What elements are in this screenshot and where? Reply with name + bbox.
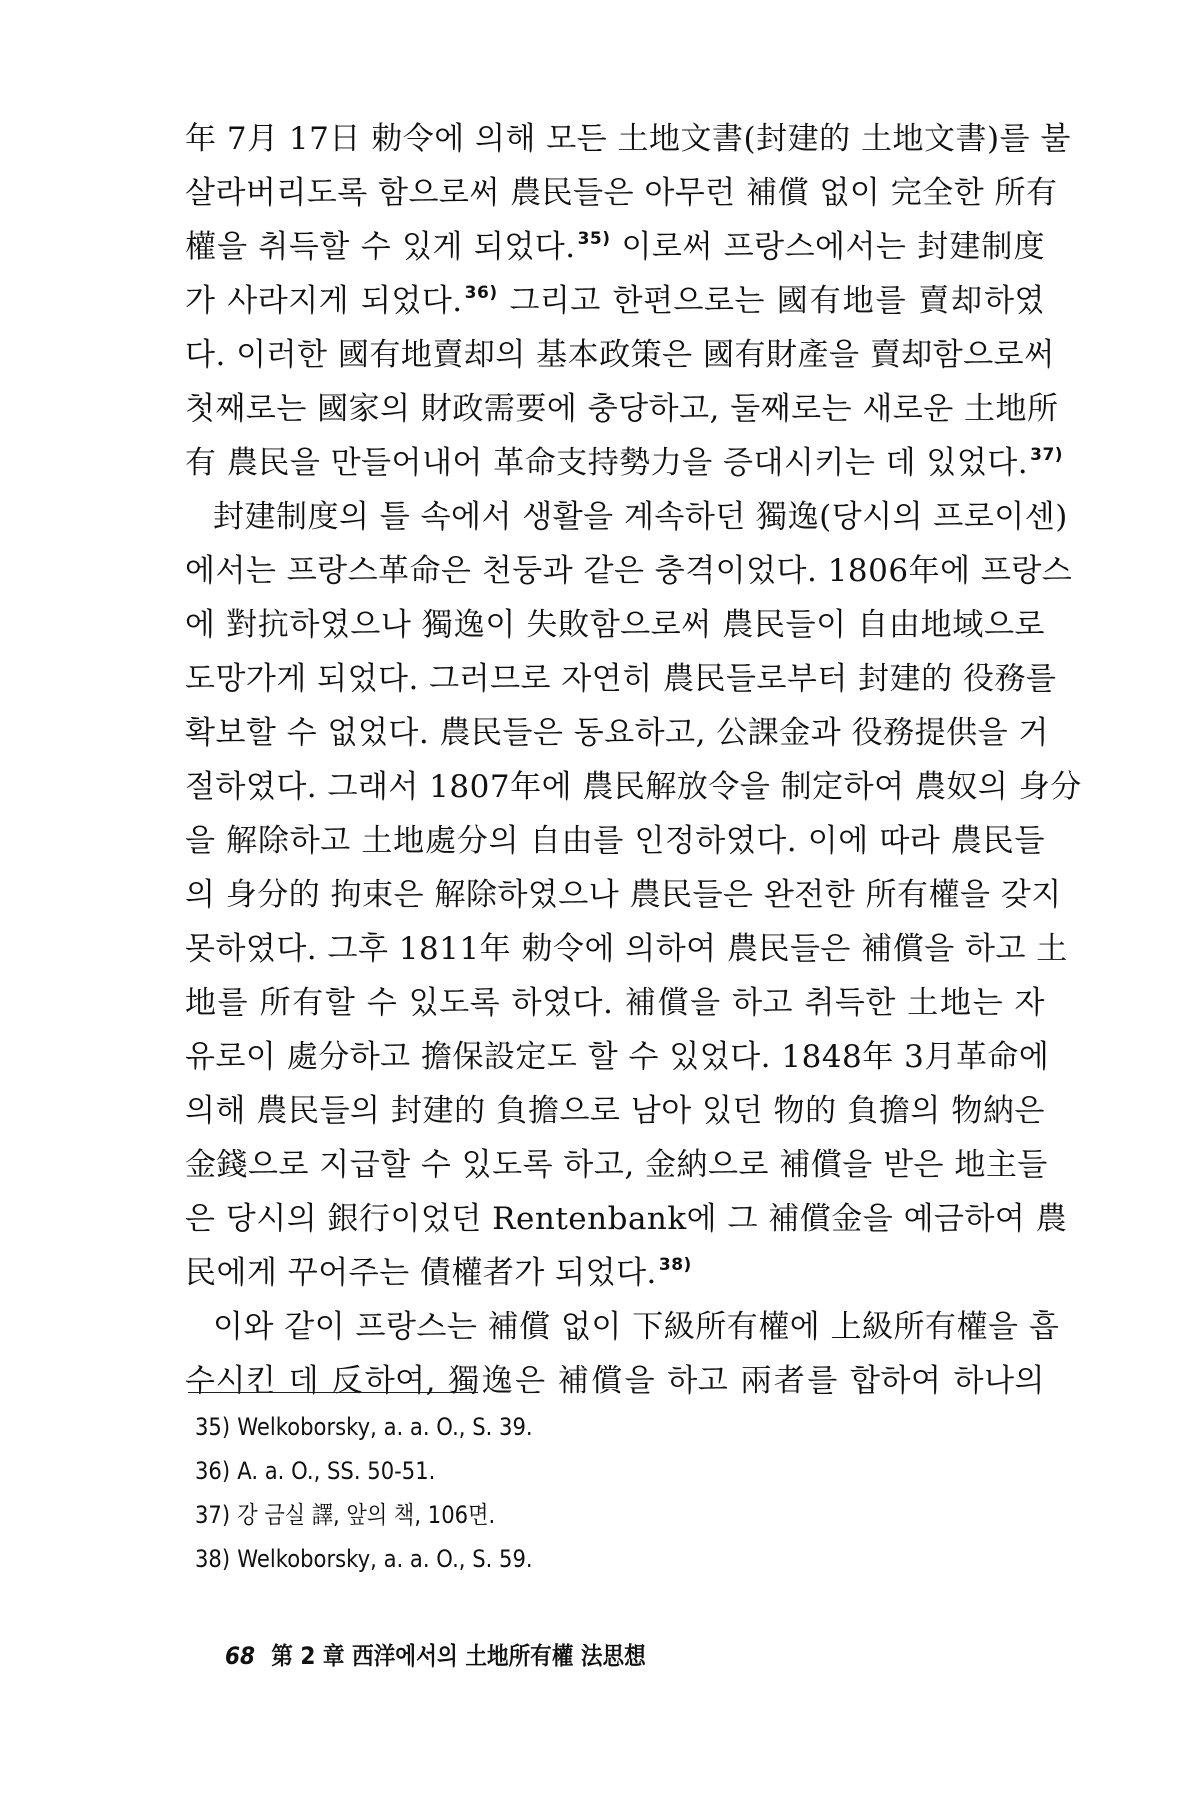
paragraph — [185, 490, 1082, 1300]
footnote-number: 35) — [195, 1413, 231, 1441]
text-line: 도망가게 되었다. 그러므로 자연히 農民들로부터 封建的 役務를 — [185, 661, 1057, 697]
footnote-text: A. a. O., SS. 50-51. — [237, 1457, 436, 1485]
footnote-item — [195, 1537, 811, 1581]
text-line: 다. 이러한 國有地賣却의 基本政策은 國有財產을 賣却함으로써 — [185, 337, 1055, 373]
footnote-ref: 37) — [1030, 445, 1064, 465]
body-text — [185, 112, 1082, 1408]
text-line: 을 解除하고 土地處分의 自由를 인정하였다. 이에 따라 農民들 — [185, 823, 1045, 859]
footnotes — [195, 1405, 895, 1581]
text-line: 有 農民을 만들어내어 革命支持勢力을 증대시키는 데 있었다. $^{37)}$ — [185, 445, 1064, 481]
text-line: 이와 같이 프랑스는 補償 없이 下級所有權에 上級所有權을 흡 — [213, 1309, 1060, 1345]
text-line: 金錢으로 지급할 수 있도록 하고, 金納으로 補償을 받은 地主들 — [185, 1147, 1048, 1183]
text-line: 의 身分的 拘束은 解除하였으나 農民들은 완전한 所有權을 갖지 — [185, 877, 1062, 913]
text-line: 權을 취득할 수 있게 되었다. $^{35)}$ 이로써 프랑스에서는 封建制度 — [185, 229, 1045, 265]
chapter-title: 第 2 章 西洋에서의 土地所有權 法思想 — [271, 1642, 646, 1670]
footnote-text: 강 금실 譯, 앞의 책, 106면. — [237, 1501, 496, 1529]
footnote-text: Welkoborsky, a. a. O., S. 59. — [237, 1545, 533, 1573]
footnote-ref: 36) — [464, 283, 498, 303]
text-line: 에서는 프랑스革命은 천둥과 같은 충격이었다. 1806年에 프랑스 — [185, 553, 1073, 589]
text-line: 첫째로는 國家의 財政需要에 충당하고, 둘째로는 새로운 土地所 — [185, 391, 1059, 427]
text-line: 年 7月 17日 勅令에 의해 모든 土地文書(封建的 土地文書)를 불 — [185, 121, 1071, 157]
footnote-ref: 35) — [577, 229, 611, 249]
footnote-item — [195, 1405, 811, 1449]
text-line: 확보할 수 없었다. 農民들은 동요하고, 公課金과 役務提供을 거 — [185, 715, 1049, 751]
footnote-divider — [188, 1392, 478, 1393]
footnote-number: 38) — [195, 1545, 231, 1573]
running-footer — [225, 1636, 646, 1671]
text-line: 은 당시의 銀行이었던 Rentenbank에 그 補償金을 예금하여 農 — [185, 1201, 1068, 1237]
text-line: 에 對抗하였으나 獨逸이 失敗함으로써 農民들이 自由地域으로 — [185, 607, 1045, 643]
text-line: 절하였다. 그래서 1807年에 農民解放令을 制定하여 農奴의 身分 — [185, 769, 1082, 805]
page-number: 68 — [225, 1642, 256, 1670]
text-line: 의해 農民들의 封建的 負擔으로 남아 있던 物的 負擔의 物納은 — [185, 1093, 1045, 1129]
footnote-item — [195, 1449, 811, 1493]
text-line: 수시킨 데 反하여, 獨逸은 補償을 하고 兩者를 합하여 하나의 — [185, 1363, 1046, 1399]
text-line: 地를 所有할 수 있도록 하였다. 補償을 하고 취득한 土地는 자 — [185, 985, 1045, 1021]
text-line: 가 사라지게 되었다. $^{36)}$ 그리고 한편으로는 國有地를 賣却하였 — [185, 283, 1045, 319]
text-line: 民에게 꾸어주는 債權者가 되었다. $^{38)}$ — [185, 1255, 692, 1291]
footnote-text: Welkoborsky, a. a. O., S. 39. — [237, 1413, 533, 1441]
footnote-item — [195, 1493, 811, 1537]
text-line: 살라버리도록 함으로써 農民들은 아무런 補償 없이 完全한 所有 — [185, 175, 1058, 211]
paragraph — [185, 112, 1071, 490]
footnote-number: 36) — [195, 1457, 231, 1485]
text-line: 유로이 處分하고 擔保設定도 할 수 있었다. 1848年 3月革命에 — [185, 1039, 1050, 1075]
footnote-ref: 38) — [658, 1255, 692, 1275]
text-line: 못하였다. 그후 1811年 勅令에 의하여 農民들은 補償을 하고 土 — [185, 931, 1068, 967]
footnote-number: 37) — [195, 1501, 231, 1529]
text-line: 封建制度의 틀 속에서 생활을 계속하던 獨逸(당시의 프로이센) — [213, 499, 1068, 535]
